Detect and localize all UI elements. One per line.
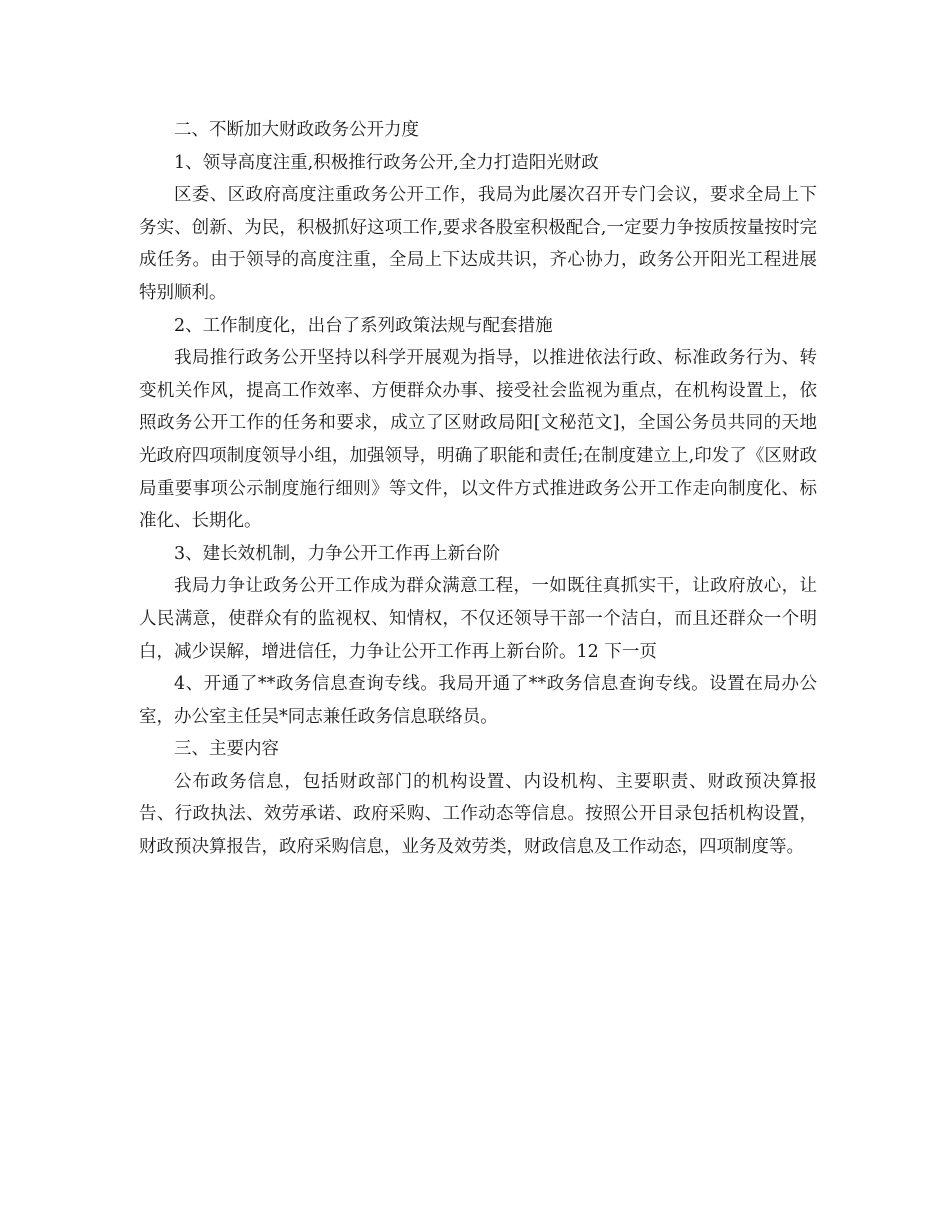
body-paragraph-4: 公布政务信息，包括财政部门的机构设置、内设机构、主要职责、财政预决算报告、行政执法、效劳承诺、政府采购、工作动态等信息。按照公开目录包括机构设置，财政预决算报告，政府采购信息，业务及效劳类，财政信息及工作动态，四项制度等。 — [139, 771, 817, 858]
subheading-2: 2、工作制度化，出台了系列政策法规与配套措施 — [174, 315, 553, 336]
section-heading-2: 二、不断加大财政政务公开力度 — [174, 120, 419, 140]
body-paragraph-3: 我局力争让政务公开工作成为群众满意工程，一如既往真抓实干，让政府放心，让人民满意，使群众有的监视权、知情权，不仅还领导干部一个洁白，而且还群众一个明白，减少误解，增进信任，力争让公开工作再上新台阶。12 下一页 — [139, 576, 817, 662]
document-body — [139, 114, 817, 864]
subheading-3: 3、建长效机制，力争公开工作再上新台阶 — [174, 543, 501, 564]
body-paragraph-1: 区委、区政府高度注重政务公开工作，我局为此屡次召开专门会议，要求全局上下务实、创新、为民，积极抓好这项工作,要求各股室积极配合,一定要力争按质按量按时完成任务。由于领导的高度注重，全局上下达成共识，齐心协力，政务公开阳光工程进展特别顺利。 — [139, 185, 817, 303]
section-heading-3: 三、主要内容 — [174, 739, 279, 760]
body-paragraph-2: 我局推行政务公开坚持以科学开展观为指导，以推进依法行政、标准政务行为、转变机关作风，提高工作效率、方便群众办事、接受社会监视为重点，在机构设置上，依照政务公开工作的任务和要求，成立了区财政局阳[文秘范文]，全国公务员共同的天地光政府四项制度领导小组，加强领导，明确了职能和责任;在制度建立上,印发了《区财政局重要事项公示制度施行细则》等文件，以文件方式推进政务公开工作走向制度化、标准化、长期化。 — [139, 348, 817, 532]
subheading-4: 4、开通了**政务信息查询专线。我局开通了**政务信息查询专线。设置在局办公室，办公室主任吴*同志兼任政务信息联络员。 — [139, 674, 817, 727]
subheading-1: 1、领导高度注重,积极推行政务公开,全力打造阳光财政 — [174, 152, 599, 173]
